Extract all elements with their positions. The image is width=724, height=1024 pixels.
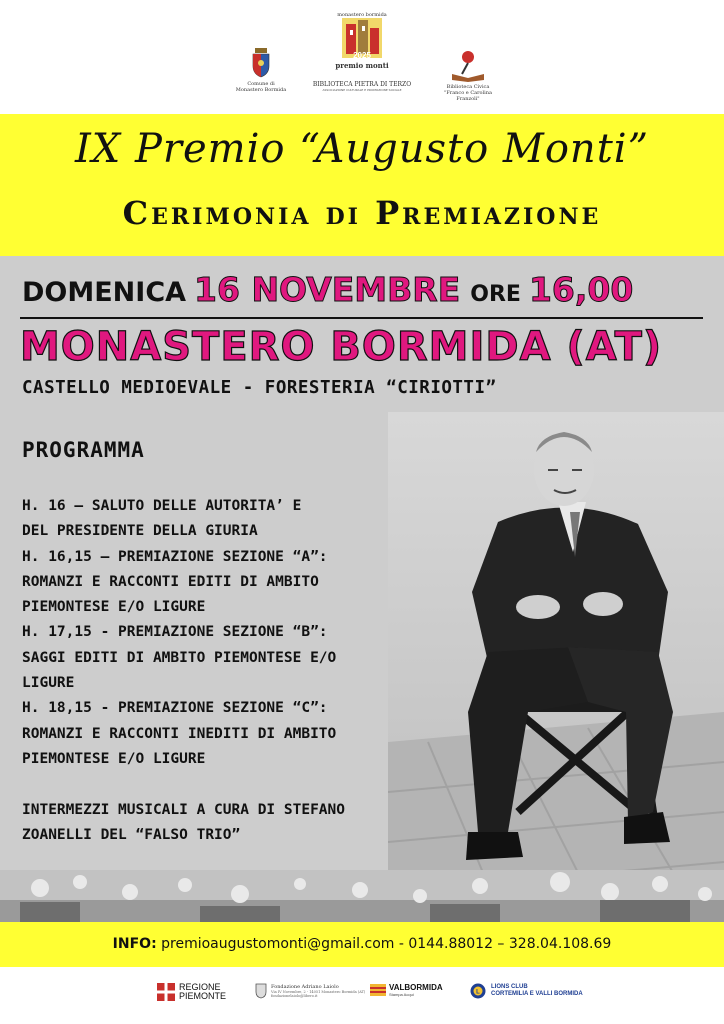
- program-line: SAGGI EDITI DI AMBITO PIEMONTESE E/O: [22, 649, 337, 666]
- lions-line2: CORTEMILIA E VALLI BORMIDA: [491, 991, 583, 997]
- fondazione-email: fondazionelaiolo@libero.it: [271, 994, 318, 998]
- flowers-strip: [0, 870, 724, 922]
- program-line: INTERMEZZI MUSICALI A CURA DI STEFANO: [22, 801, 346, 818]
- premio-logo-title: monastero bormida: [337, 12, 387, 18]
- valbormida-logo: [370, 983, 443, 997]
- svg-text:L: L: [476, 989, 480, 996]
- lions-emblem-icon: [470, 983, 486, 999]
- info-text: premioaugustomonti@gmail.com - 0144.88012 – 328.04.108.69: [156, 936, 612, 952]
- biblioteca-civica-line1: Biblioteca Civica: [446, 84, 490, 90]
- regione-line1: REGIONE: [179, 982, 221, 992]
- premio-logo: [330, 12, 394, 70]
- book-lamp-icon: [448, 50, 488, 82]
- biblioteca-terzo-name: BIBLIOTECA PIETRA DI TERZO: [312, 81, 412, 88]
- program-line: ROMANZI E RACCONTI EDITI DI AMBITO: [22, 573, 319, 590]
- info-label: INFO:: [112, 936, 157, 952]
- program-line: H. 16 – SALUTO DELLE AUTORITA’ E: [22, 498, 302, 514]
- event-ore-label: ORE: [470, 282, 521, 307]
- comune-line1: Comune di: [247, 81, 275, 87]
- program-line: PIEMONTESE E/O LIGURE: [22, 750, 206, 767]
- event-day: DOMENICA: [22, 277, 187, 308]
- program-gap: [22, 772, 442, 797]
- regione-line2: PIEMONTE: [179, 991, 227, 1001]
- program-line: ZOANELLI DEL “FALSO TRIO”: [22, 826, 241, 843]
- fondazione-address: Via IV Novembre, 2 - 14051 Monastero Bormida (AT): [271, 990, 366, 994]
- regione-shield-icon: [157, 983, 175, 1001]
- event-place: CASTELLO MEDIOEVALE - FORESTERIA “CIRIOTTI”: [22, 378, 497, 398]
- header-logos: [0, 0, 724, 114]
- sponsors-bar: [0, 967, 724, 1024]
- valbormida-name: VALBORMIDA: [389, 983, 443, 992]
- main-panel: [0, 256, 724, 870]
- program-line: H. 16,15 – PREMIAZIONE SEZIONE “A”:: [22, 548, 328, 565]
- program-list: [22, 494, 442, 848]
- biblioteca-terzo-tagline: ASSOCIAZIONE CULTURALE E PROMOZIONE SOCIALE: [322, 88, 402, 92]
- event-date: 16 NOVEMBRE: [194, 270, 461, 309]
- valbormida-flag-icon: [370, 984, 386, 996]
- fondazione-laiolo-logo: [255, 983, 365, 999]
- biblioteca-civica-line2: "Franco e Carolina Franzoli": [444, 90, 492, 102]
- fondazione-crest-icon: [255, 983, 267, 999]
- ceremony-title: Cerimonia di Premiazione: [122, 194, 602, 232]
- program-line: LIGURE: [22, 675, 75, 692]
- prize-title: IX Premio “Augusto Monti”: [74, 126, 650, 172]
- fondazione-name: Fondazione Adriano Laiolo: [271, 984, 339, 990]
- lions-line1: LIONS CLUB: [491, 984, 528, 990]
- program-line: ROMANZI E RACCONTI INEDITI DI AMBITO: [22, 725, 337, 742]
- comune-logo: [232, 48, 290, 93]
- program-line: PIEMONTESE E/O LIGURE: [22, 599, 206, 616]
- biblioteca-terzo-logo: [300, 82, 424, 92]
- program-heading: PROGRAMMA: [22, 438, 145, 462]
- valbormida-sub: Stampa Acqui: [389, 992, 414, 997]
- event-time: 16,00: [528, 270, 634, 309]
- title-band: [0, 114, 724, 256]
- biblioteca-civica-logo: [436, 50, 500, 102]
- program-line: H. 17,15 - PREMIAZIONE SEZIONE “B”:: [22, 624, 328, 641]
- event-date-line: [22, 270, 702, 309]
- lions-club-logo: [470, 983, 583, 999]
- comune-line2: Monastero Bormida: [235, 87, 287, 93]
- premio-logo-name: premio monti: [335, 61, 389, 70]
- coat-of-arms-icon: [251, 48, 271, 78]
- program-line: DEL PRESIDENTE DELLA GIURIA: [22, 523, 258, 540]
- program-line: H. 18,15 - PREMIAZIONE SEZIONE “C”:: [22, 700, 328, 717]
- event-venue: MONASTERO BORMIDA (AT): [20, 324, 663, 370]
- info-band: [0, 922, 724, 967]
- divider: [20, 317, 703, 319]
- premio-year: 2025: [353, 51, 371, 60]
- regione-piemonte-logo: [157, 983, 226, 1001]
